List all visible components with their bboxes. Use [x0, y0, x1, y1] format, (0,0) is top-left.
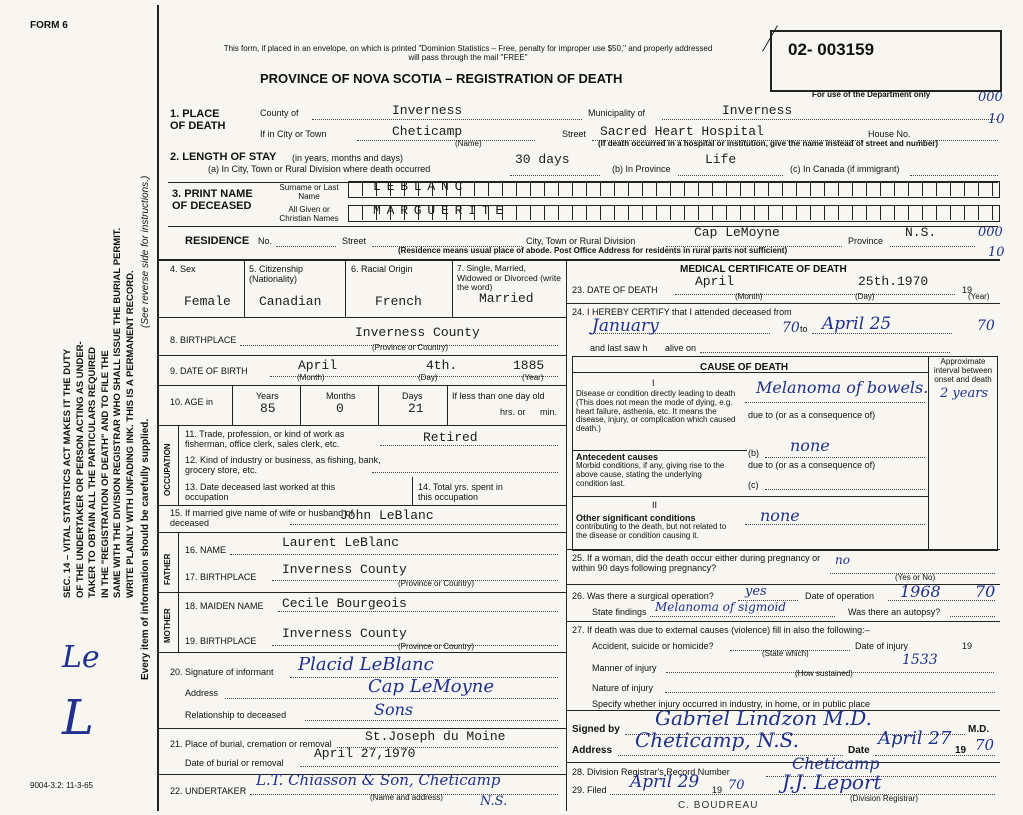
injury-date-label: Date of injury [855, 641, 909, 651]
interval-a: 2 years [940, 386, 989, 401]
letter-cell [685, 206, 699, 220]
dept-code-4: 10 [988, 245, 1005, 260]
letter-cell [825, 206, 839, 220]
attended-from-yr: 70 [782, 320, 800, 336]
birthplace-value: Inverness County [355, 325, 480, 340]
letter-cell [825, 182, 839, 196]
letter-cell [895, 206, 909, 220]
letter-cell [937, 182, 951, 196]
external-label: 27. If death was due to external causes (violence) fill in also the following:– [572, 625, 870, 635]
registrar-no-label: 28. Division Registrar's Record Number [572, 767, 730, 777]
letter-cell [349, 182, 363, 196]
dob-year-label: (Year) [522, 373, 544, 382]
signed-value: Gabriel Lindzon M.D. [655, 706, 872, 730]
address-label: Address [572, 745, 613, 756]
letter-cell [657, 182, 671, 196]
due-to-b: due to (or as a consequence of) [748, 460, 876, 470]
letter-cell [629, 182, 643, 196]
residence-city-value: Cap LeMoyne [694, 225, 780, 240]
cause-a: Melanoma of bowels. [756, 378, 929, 397]
father-birthplace: Inverness County [282, 562, 407, 577]
stay-heading: 2. LENGTH OF STAY [170, 151, 277, 163]
house-label: House No. [868, 129, 911, 139]
birthplace-label: 8. BIRTHPLACE [170, 335, 237, 345]
letter-cell [615, 182, 629, 196]
injury-value: 1533 [902, 652, 938, 668]
age-days: 21 [408, 401, 424, 416]
father-side-label: FATHER [163, 553, 172, 585]
cause-heading: CAUSE OF DEATH [700, 362, 789, 373]
given-value: MARGUERITE [373, 203, 510, 218]
letter-cell [643, 206, 657, 220]
dob-year: 1885 [513, 358, 545, 373]
letter-cell [909, 206, 923, 220]
letter-cell [993, 206, 1000, 220]
death-day-label: (Day) [855, 292, 875, 301]
burial-place: St.Joseph du Moine [365, 729, 506, 744]
pregnancy-value: no [835, 553, 850, 567]
relationship-value: Sons [374, 700, 414, 719]
side-statute: SEC. 14 – VITAL STATISTICS ACT MAKES IT THE DUTY OF THE UNDERTAKER OR PERSON ACTING AS UNDER- TAKER TO OBTAIN ALL THE PARTICULARS REQUIRED IN THE "REGISTRATION OF DEATH" AND TO FILE THE SAME WITH THE DIVISION REGISTRAR WHO SHALL ISSUE THE BURIAL PERMIT. WRITE PLAINLY WITH UNFADING INK. THIS IS A PERMANENT RECORD. [62, 227, 136, 598]
attended-to: April 25 [822, 314, 892, 334]
due-to-a: due to (or as a consequence of) [748, 410, 876, 420]
name-heading: 3. PRINT NAME OF DECEASED [172, 188, 253, 212]
trade-label: 11. Trade, profession, or kind of work as fisherman, office clerk, sales clerk, etc. [185, 429, 345, 450]
cause-b: none [790, 436, 830, 455]
attended-to-label: to [800, 324, 808, 334]
letter-cell [755, 206, 769, 220]
residence-note: (Residence means usual place of abode. Post Office Address for residents in rural parts not sufficient) [398, 246, 788, 255]
letter-cell [685, 182, 699, 196]
form-label: FORM 6 [30, 20, 68, 31]
letter-cell [531, 182, 545, 196]
undertaker-stamp: C. BOUDREAU [678, 800, 759, 811]
nature-label: Nature of injury [592, 683, 654, 693]
street-value: Sacred Heart Hospital [600, 124, 764, 139]
father-birthplace-label: 17. BIRTHPLACE [185, 572, 257, 582]
letter-cell [699, 182, 713, 196]
dob-day: 4th. [426, 358, 458, 373]
total-years-label: 14. Total yrs. spent in this occupation [418, 482, 503, 503]
letter-cell [965, 182, 979, 196]
stay-b-label: (b) In Province [612, 164, 671, 174]
op-date-value: 1968 [900, 582, 941, 601]
state-which-label: (State which) [762, 649, 809, 658]
side-mark-1: Le [62, 640, 100, 675]
letter-cell [881, 182, 895, 196]
letter-cell [741, 206, 755, 220]
municipality-value: Inverness [722, 103, 793, 118]
antecedent-desc: Morbid conditions, if any, giving rise to the above cause, stating the underlying condition last. [576, 461, 725, 488]
mother-side-label: MOTHER [163, 608, 172, 643]
letter-cell [601, 182, 615, 196]
letter-cell [573, 206, 587, 220]
injury-date-suffix: 19 [962, 641, 973, 651]
letter-cell [741, 182, 755, 196]
letter-cell [951, 182, 965, 196]
surname-label: Surname or Last Name [279, 183, 339, 201]
letter-cell [895, 182, 909, 196]
citizenship-value: Canadian [259, 294, 322, 309]
letter-cell [699, 206, 713, 220]
letter-cell [713, 182, 727, 196]
surname-value: LEBLANC [373, 179, 469, 194]
letter-cell [853, 182, 867, 196]
age-years: 85 [260, 401, 276, 416]
informant-address-label: Address [185, 688, 219, 698]
yes-no-label: (Yes or No) [895, 573, 936, 582]
letter-cell [489, 182, 503, 196]
registrar-no-value: Cheticamp [792, 754, 880, 773]
other-label: Other significant conditions [576, 513, 696, 523]
registrar-signature: J.J. Leport [782, 770, 882, 794]
other-desc: contributing to the death, but not related to the disease or condition causing it. [576, 522, 727, 540]
letter-cell [839, 206, 853, 220]
letter-cell [867, 206, 881, 220]
letter-cell [531, 206, 545, 220]
b-label: (b) [748, 448, 759, 458]
hospital-note: (If death occurred in a hospital or institution, give the name instead of street and number) [598, 139, 939, 148]
op-date-label: Date of operation [805, 591, 875, 601]
letter-cell [587, 206, 601, 220]
letter-cell [839, 182, 853, 196]
letter-cell [811, 182, 825, 196]
less-day-label: If less than one day old [452, 391, 545, 401]
dept-code-3: 000 [978, 225, 1003, 240]
dob-month: April [298, 358, 338, 373]
letter-cell [783, 182, 797, 196]
other-value: none [760, 506, 800, 525]
attended-to-yr: 70 [977, 318, 995, 334]
death-year-suffix: 19 [962, 285, 973, 295]
attended-from: January [592, 316, 659, 336]
letter-cell [713, 206, 727, 220]
specify-label: Specify whether injury occurred in industry, in home, or in public place [592, 699, 870, 709]
pregnancy-label: 25. If a woman, did the death occur either during pregnancy or within 90 days following pregnancy? [572, 553, 821, 574]
undertaker-note: (Name and address) [370, 793, 443, 802]
disease-label: Disease or condition directly leading to death (This does not mean the mode of dying, e.g. heart failure, asthenia, etc. It means the disease, injury, or complication which caused death.) [576, 389, 736, 434]
letter-cell [797, 206, 811, 220]
letter-cell [727, 206, 741, 220]
undertaker-value-2: N.S. [480, 794, 508, 809]
age-months: 0 [336, 401, 344, 416]
marital-label: 7. Single, Married, Widowed or Divorced (write the word) [457, 263, 561, 293]
letter-cell [545, 206, 559, 220]
side-note: Every item of information should be carefully supplied. [140, 418, 151, 680]
informant-signature: Placid LeBlanc [298, 654, 434, 675]
form-title: PROVINCE OF NOVA SCOTIA – REGISTRATION OF DEATH [260, 71, 623, 86]
dob-month-label: (Month) [297, 373, 325, 382]
father-birthplace-note: (Province or Country) [398, 579, 475, 588]
letter-cell [951, 206, 965, 220]
residence-province-value: N.S. [905, 225, 937, 240]
letter-cell [573, 182, 587, 196]
letter-cell [475, 182, 489, 196]
last-worked-label: 13. Date deceased last worked at this occupation [185, 482, 336, 503]
letter-cell [559, 182, 573, 196]
letter-cell [923, 206, 937, 220]
mother-birthplace-note: (Province or Country) [398, 642, 475, 651]
mother-name-label: 18. MAIDEN NAME [185, 601, 264, 611]
marital-value: Married [479, 291, 534, 306]
letter-cell [881, 206, 895, 220]
hrs-label: hrs. or [500, 407, 526, 417]
letter-cell [615, 206, 629, 220]
form-code: 9004-3.2: 11-3-65 [30, 781, 94, 790]
letter-cell [979, 182, 993, 196]
surgery-value: yes [745, 584, 767, 599]
residence-heading: RESIDENCE [185, 235, 250, 247]
letter-cell [769, 206, 783, 220]
informant-address: Cap LeMoyne [368, 676, 495, 697]
letter-cell [349, 206, 363, 220]
letter-cell [769, 182, 783, 196]
letter-cell [979, 206, 993, 220]
dept-code-2: 10 [988, 112, 1005, 127]
letter-cell [629, 206, 643, 220]
letter-cell [643, 182, 657, 196]
residence-street-label: Street [342, 236, 367, 246]
filed-label: 29. Filed [572, 785, 607, 795]
letter-cell [993, 182, 1000, 196]
letter-cell [517, 182, 531, 196]
section-i-label: I [652, 378, 655, 388]
sign-year: 70 [975, 736, 995, 754]
medical-heading: MEDICAL CERTIFICATE OF DEATH [680, 264, 847, 275]
sustained-label: (How sustained) [795, 669, 853, 678]
letter-cell [937, 206, 951, 220]
stay-a-value: 30 days [515, 152, 570, 167]
letter-cell [811, 206, 825, 220]
dept-code-1: 000 [978, 90, 1003, 105]
mother-birthplace-label: 19. BIRTHPLACE [185, 636, 257, 646]
informant-signature-label: 20. Signature of informant [170, 667, 274, 677]
mother-name: Cecile Bourgeois [282, 596, 407, 611]
dept-use-label: For use of the Department only [812, 90, 931, 99]
sign-date: April 27 [878, 728, 952, 749]
burial-place-label: 21. Place of burial, cremation or removal [170, 739, 332, 749]
letter-cell [545, 182, 559, 196]
spouse-label: 15. If married give name of wife or husband of deceased [170, 508, 354, 529]
accident-label: Accident, suicide or homicide? [592, 641, 714, 651]
c-label: (c) [748, 480, 759, 490]
min-label: min. [540, 407, 558, 417]
death-day-year: 25th.1970 [858, 274, 929, 289]
signer-address: Cheticamp, N.S. [635, 728, 799, 752]
autopsy-label: Was there an autopsy? [848, 607, 941, 617]
sign-date-label: Date [848, 745, 870, 756]
findings-label: State findings [592, 607, 647, 617]
letter-cell [797, 182, 811, 196]
letter-cell [923, 182, 937, 196]
sex-label: 4. Sex [170, 264, 196, 274]
age-months-label: Months [326, 391, 356, 401]
filed-year: 70 [728, 778, 745, 793]
stay-c-label: (c) In Canada (if immigrant) [790, 164, 900, 174]
letter-cell [965, 206, 979, 220]
antecedent-label: Antecedent causes [576, 452, 659, 462]
sex-value: Female [184, 294, 231, 309]
industry-label: 12. Kind of industry or business, as fishing, bank, grocery store, etc. [185, 455, 381, 476]
side-mark-2: L [62, 690, 94, 746]
dob-day-label: (Day) [418, 373, 438, 382]
death-date-label: 23. DATE OF DEATH [572, 285, 658, 295]
burial-date: April 27,1970 [314, 746, 416, 761]
age-days-label: Days [402, 391, 423, 401]
stay-b-value: Life [705, 152, 737, 167]
letter-cell [853, 206, 867, 220]
mother-birthplace: Inverness County [282, 626, 407, 641]
letter-cell [909, 182, 923, 196]
letter-cell [503, 182, 517, 196]
city-name-label: (Name) [455, 139, 482, 148]
city-value: Cheticamp [392, 124, 463, 139]
given-label: All Given or Christian Names [279, 205, 339, 223]
letter-cell [601, 206, 615, 220]
spouse-value: John LeBlanc [340, 508, 434, 523]
stay-a-label: (a) In City, Town or Rural Division where death occurred [208, 164, 431, 174]
street-label: Street [562, 129, 587, 139]
findings-value: Melanoma of sigmoid [655, 600, 786, 614]
letter-cell [671, 206, 685, 220]
death-year-label: (Year) [968, 292, 990, 301]
letter-cell [783, 206, 797, 220]
manner-label: Manner of injury [592, 663, 657, 673]
filed-year-prefix: 19 [712, 785, 723, 795]
letter-cell [657, 206, 671, 220]
death-month: April [695, 274, 735, 289]
alive-on-label: alive on [665, 343, 697, 353]
signed-label: Signed by [572, 724, 620, 735]
residence-city-label: City, Town or Rural Division [526, 236, 636, 246]
letter-cell [559, 206, 573, 220]
letter-cell [867, 182, 881, 196]
burial-date-label: Date of burial or removal [185, 758, 284, 768]
death-month-label: (Month) [735, 292, 763, 301]
letter-cell [671, 182, 685, 196]
city-label: If in City or Town [260, 129, 327, 139]
registration-number: 02- 003159 [788, 40, 875, 59]
stay-heading-note: (in years, months and days) [292, 153, 404, 163]
last-saw-label: and last saw h [590, 343, 648, 353]
citizenship-label: 5. Citizenship (Nationality) [249, 264, 304, 285]
certify-label: 24. I HEREBY CERTIFY that I attended deceased from [572, 307, 792, 317]
md-label: M.D. [968, 724, 990, 735]
father-name: Laurent LeBlanc [282, 535, 400, 550]
filed-value: April 29 [630, 772, 700, 792]
county-value: Inverness [392, 103, 463, 118]
age-years-label: Years [256, 391, 279, 401]
letter-cell [517, 206, 531, 220]
section-ii-label: II [652, 500, 658, 510]
sign-year-prefix: 19 [955, 745, 967, 756]
residence-province-label: Province [848, 236, 884, 246]
father-name-label: 16. NAME [185, 545, 227, 555]
interval-label: Approximate interval between onset and death [933, 357, 993, 384]
dob-label: 9. DATE OF BIRTH [170, 366, 248, 376]
undertaker-value: L.T. Chiasson & Son, Cheticamp [256, 771, 501, 789]
surgery-label: 26. Was there a surgical operation? [572, 591, 714, 601]
racial-value: French [375, 294, 422, 309]
postal-note: This form, if placed in an envelope, on which is printed "Dominion Statistics – Free, penalty for improper use $50," and properly addressed will pass through the mail "FREE" [223, 44, 713, 62]
side-note-instructions: (See reverse side for instructions.) [140, 175, 151, 328]
letter-cell [727, 182, 741, 196]
op-date-yr: 70 [975, 582, 996, 601]
place-heading: 1. PLACE OF DEATH [170, 108, 226, 132]
birthplace-note: (Province or Country) [372, 343, 449, 352]
undertaker-label: 22. UNDERTAKER [170, 786, 247, 796]
age-label: 10. AGE in [170, 397, 214, 407]
relationship-label: Relationship to deceased [185, 710, 287, 720]
municipality-label: Municipality of [588, 108, 646, 118]
letter-cell [755, 182, 769, 196]
registrar-label: (Division Registrar) [850, 794, 919, 803]
letter-cell [587, 182, 601, 196]
racial-label: 6. Racial Origin [351, 264, 413, 274]
trade-value: Retired [423, 430, 478, 445]
residence-no-label: No. [258, 236, 273, 246]
occupation-side-label: OCCUPATION [163, 443, 172, 496]
county-label: County of [260, 108, 299, 118]
